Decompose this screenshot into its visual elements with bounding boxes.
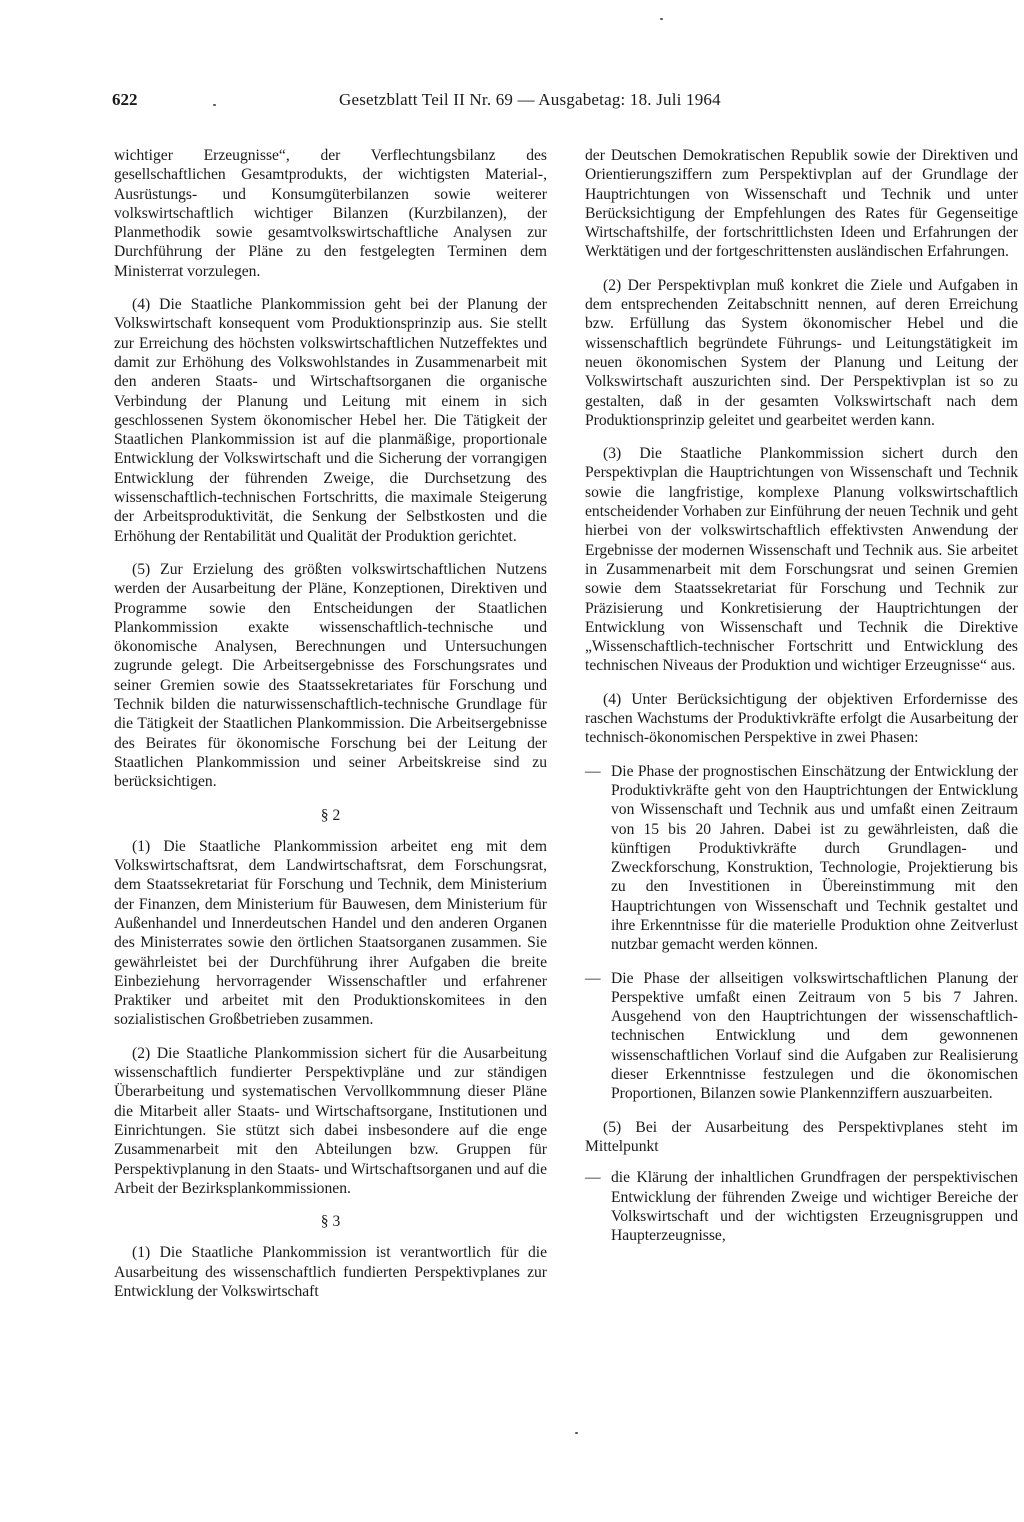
page-header xyxy=(112,90,1018,114)
paragraph-3-right: (3) Die Staatliche Plankommission sichert durch den Perspektivplan die Hauptrichtungen von Wissenschaft und Technik sowie die langfristige, komplexe Planung volkswirtschaftlich entscheidender Vorhaben zur Einführung der neuen Technik und geht hierbei von der volkswirtschaftlich effektivsten Anwendung der Ergebnisse der modernen Wissenschaft und Technik aus. Sie arbeitet in Zusammenarbeit mit dem Forschungsrat und seinen Gremien sowie dem Staatssekretariat für Forschung und Technik zur Präzisierung und Konkretisierung der Hauptrichtungen der Entwicklung von Wissenschaft und Technik die Direktive „Wissenschaftlich-technischer Fortschritt und Entwicklung des technischen Niveaus der Produktion und wichtiger Erzeugnisse“ aus. xyxy=(585,445,1018,675)
list-item-text: Die Phase der allseitigen volkswirtschaftlichen Planung der Perspektive umfaßt einen Zeitraum von 5 bis 7 Jahren. Ausgehend von den Hauptrichtungen der wissenschaftlich-technischen Entwicklung und dem gewonnenen wissenschaftlichen Vorlauf sind die Aufgaben zur Realisierung dieser Erkenntnisse festzulegen und die ökonomischen Proportionen, Bilanzen sowie Plankennziffern auszuarbeiten. xyxy=(611,969,1018,1103)
dash-bullet: — xyxy=(585,762,601,780)
running-head: Gesetzblatt Teil II Nr. 69 — Ausgabetag: 18. Juli 1964 xyxy=(339,90,721,109)
paragraph-5-right: (5) Bei der Ausarbeitung des Perspektivplanes steht im Mittelpunkt xyxy=(585,1118,1018,1155)
paragraph-2-right: (2) Der Perspektivplan muß konkret die Ziele und Aufgaben in dem entsprechenden Zeitabschnitt nennen, auf deren Erreichung bzw. Erfüllung das System ökonomischer Hebel und die wissenschaftlich begründete Führungs- und Leitungstätigkeit im neuen ökonomischen System der Planung und Leitung der Volkswirtschaft auszurichten sind. Der Perspektivplan ist so zu gestalten, daß in der gesamten Volkswirtschaft nach dem Produktionsprinzip geleitet und gearbeitet werden kann. xyxy=(585,276,1018,429)
page-number: 622 xyxy=(112,90,138,109)
section-2-paragraph-1: (1) Die Staatliche Plankommission arbeitet eng mit dem Volkswirtschaftsrat, dem Landwirtschaftsrat, dem Forschungsrat, dem Staatssekretariat für Forschung und Technik, dem Ministerium der Finanzen, dem Ministerium für Bauwesen, dem Ministerium für Außenhandel und Innerdeutschen Handel und den anderen Organen des Ministerrates sowie den örtlichen Staatsorganen zusammen. Sie gewährleistet bei der Durchführung ihrer Aufgaben die breite Einbeziehung hervorragender Wissenschaftler und erfahrener Praktiker und arbeitet mit den Produktionskomitees in den sozialistischen Großbetrieben zusammen. xyxy=(114,837,547,1029)
scan-speck xyxy=(660,18,663,20)
dash-bullet: — xyxy=(585,1169,601,1187)
paragraph-continuation: wichtiger Erzeugnisse“, der Verflechtungsbilanz des gesellschaftlichen Gesamtprodukts, der wichtigsten Material-, Ausrüstungs- und Konsumgüterbilanzen sowie weiterer volkswirtschaftlich wichtiger Bilanzen (Kurzbilanzen), der Planmethodik sowie gesamtvolkswirtschaftliche Analysen zur Durchführung der Pläne zu den festgelegten Terminen dem Ministerrat vorzulegen. xyxy=(114,147,547,280)
paragraph-4: (4) Die Staatliche Plankommission geht bei der Planung der Volkswirtschaft konsequent vom Produktionsprinzip aus. Sie stellt zur Erreichung des höchsten volkswirtschaftlichen Nutzeffektes und damit zur Erhöhung des Volkswohlstandes in Zusammenarbeit mit den anderen Staats- und Wirtschaftsorganen die organische Verbindung der Planung und Leitung mit einem in sich geschlossenen System ökonomischer Hebel her. Die Tätigkeit der Staatlichen Plankommission ist auf die planmäßige, proportionale Entwicklung der Volkswirtschaft und die Sicherung der vorrangigen Entwicklung der führenden Zweige, die Durchsetzung des wissenschaftlich-technischen Fortschritts, die maximale Steigerung der Arbeitsproduktivität, die Senkung der Selbstkosten und die Erhöhung der Rentabilität und Qualität der Produktion gerichtet. xyxy=(114,296,547,545)
left-column xyxy=(114,146,547,1301)
section-3-paragraph-1: (1) Die Staatliche Plankommission ist verantwortlich für die Ausarbeitung des wissenschaftlich fundierten Perspektivplanes zur Entwicklung der Volkswirtschaft xyxy=(114,1244,547,1301)
list-item xyxy=(585,762,1018,955)
scan-speck xyxy=(213,104,216,106)
right-column xyxy=(585,146,1018,1245)
section-2-paragraph-2: (2) Die Staatliche Plankommission sichert für die Ausarbeitung wissenschaftlich fundierter Perspektivpläne und zur ständigen Überarbeitung und systematischen Vervollkommnung dieser Pläne die Mitarbeit aller Staats- und Wirtschaftsorgane, Institutionen und Einrichtungen. Sie stützt sich dabei insbesondere auf die enge Zusammenarbeit mit den Abteilungen bzw. Gruppen für Perspektivplanung in den Staats- und Wirtschaftsorganen und auf die Arbeit der Bezirksplankommissionen. xyxy=(114,1044,547,1197)
list-item xyxy=(585,1168,1018,1245)
list-item-text: die Klärung der inhaltlichen Grundfragen der perspektivischen Entwicklung der führenden Zweige und wichtiger Bereiche der Volkswirtschaft und der wichtigsten Erzeugnisgruppen und Haupterzeugnisse, xyxy=(611,1169,1018,1245)
paragraph-5: (5) Zur Erzielung des größten volkswirtschaftlichen Nutzens werden der Ausarbeitung der Pläne, Konzeptionen, Direktiven und Programme sowie den Entscheidungen der Staatlichen Plankommission exakte wissenschaftlich-technische und ökonomische Analysen, Berechnungen und Untersuchungen zugrunde gelegt. Die Arbeitsergebnisse des Forschungsrates und seiner Gremien sowie des Staatssekretariates für Forschung und Technik bilden die naturwissenschaftlich-technische Grundlage für die Tätigkeit der Staatlichen Plankommission. Die Arbeitsergebnisse des Beirates für ökonomische Forschung bei der Leitung der Staatlichen Plankommission und seiner Arbeitskreise sind zu berücksichtigen. xyxy=(114,560,547,791)
list-item xyxy=(585,969,1018,1104)
list-item-text: Die Phase der prognostischen Einschätzung der Entwicklung der Produktivkräfte geht von den Hauptrichtungen der Entwicklung von Wissenschaft und Technik aus und umfaßt einen Zeitraum von 15 bis 20 Jahren. Dabei ist zu gewährleisten, daß die künftigen Produktivkräfte durch Grundlagen- und Zweckforschung, Konstruktion, Technologie, Projektierung bis zu den Investitionen in Übereinstimmung mit den Hauptrichtungen von Wissenschaft und Technik gestaltet und ihre Erkenntnisse für die materielle Produktion ohne Zeitverlust nutzbar gemacht werden können. xyxy=(611,762,1018,954)
dash-bullet: — xyxy=(585,969,601,987)
paragraph-4-right: (4) Unter Berücksichtigung der objektiven Erfordernisse des raschen Wachstums der Produktivkräfte erfolgt die Ausarbeitung der technisch-ökonomischen Perspektive in zwei Phasen: xyxy=(585,690,1018,747)
paragraph-continuation-right: der Deutschen Demokratischen Republik sowie der Direktiven und Orientierungsziffern zum Perspektivplan auf der Grundlage der Hauptrichtungen von Wissenschaft und Technik und unter Berücksichtigung der Empfehlungen des Rates für Gegenseitige Wirtschaftshilfe, der fortschrittlichsten Ideen und Erfahrungen der Werktätigen und der fortgeschrittensten ausländischen Erfahrungen. xyxy=(585,147,1018,261)
section-heading-3: § 3 xyxy=(320,1213,341,1231)
section-heading-2: § 2 xyxy=(320,806,341,824)
scan-speck xyxy=(575,1432,578,1434)
